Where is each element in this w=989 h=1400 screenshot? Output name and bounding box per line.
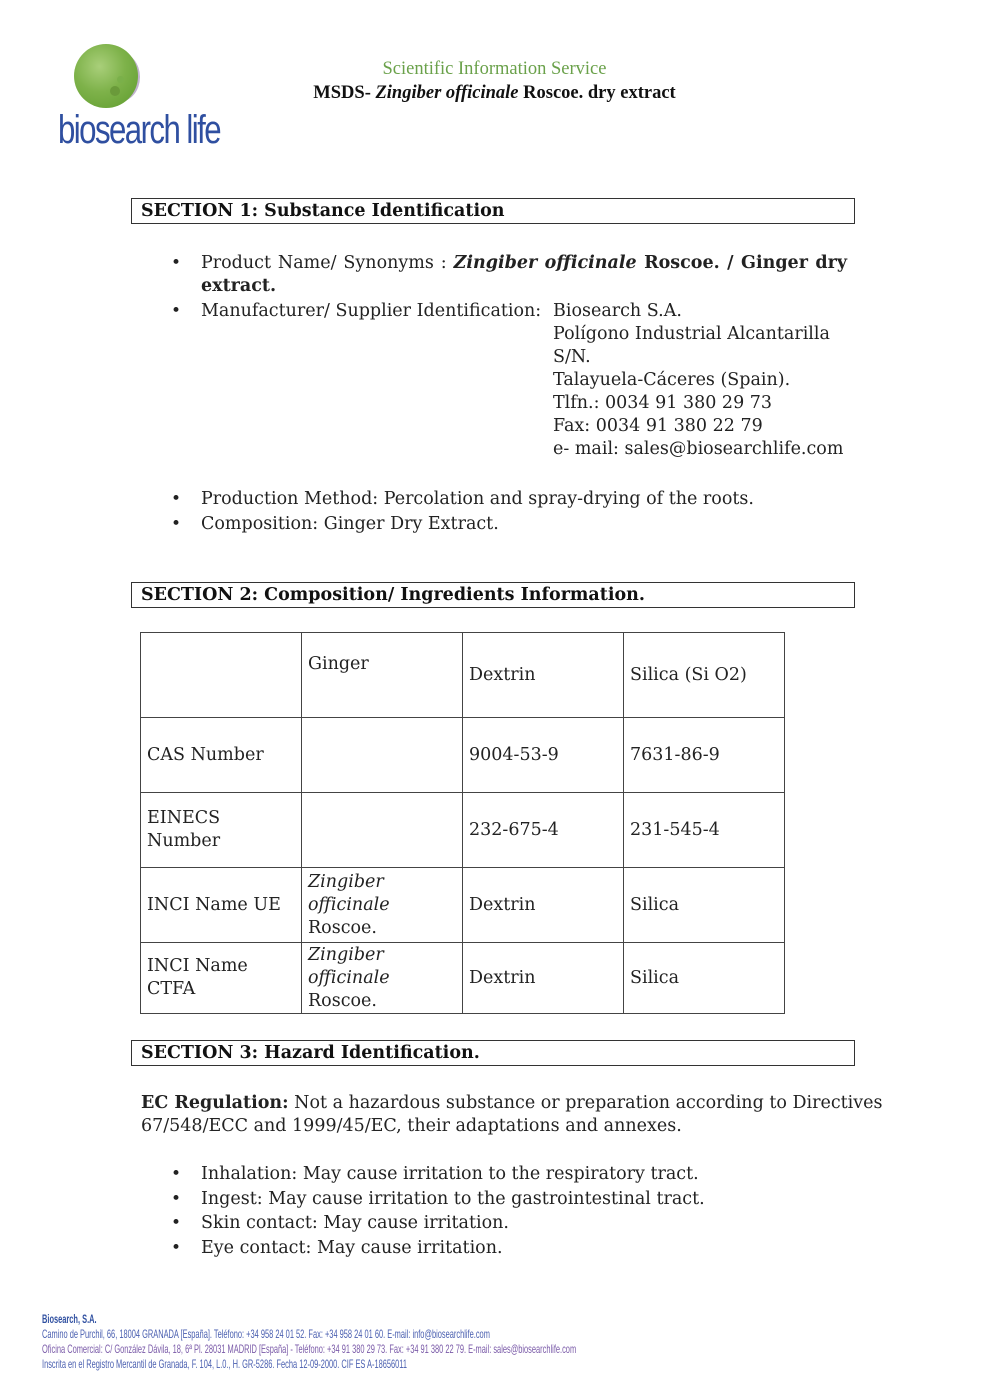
table-cell <box>302 718 463 793</box>
ginger-species: officinale <box>308 894 390 915</box>
product-label: Product Name/ Synonyms : <box>201 253 454 273</box>
table-cell: EINECS Number <box>141 793 302 868</box>
document-title <box>0 83 989 104</box>
footer-address-line: Camino de Purchil, 66, 18004 GRANADA [España]. Teléfono: +34 958 24 01 52. Fax: +34 958 24 01 60. E-mail: info@biosearchlife.com <box>42 1327 490 1341</box>
product-name-line <box>201 252 847 275</box>
footer-registry-line: Inscrita en el Registro Mercantil de Granada, F. 104, L.0., H. GR-5286. Fecha 12-09-2000. CIF ES A-18656011 <box>42 1357 408 1371</box>
table-cell <box>141 633 302 718</box>
table-cell: INCI Name UE <box>141 868 302 943</box>
product-name-line2: extract. <box>201 276 277 296</box>
table-header-cell: Ginger <box>302 633 463 718</box>
table-cell: 7631-86-9 <box>624 718 785 793</box>
section3-title: SECTION 3: Hazard Identification. <box>141 1043 480 1063</box>
production-method: Production Method: Percolation and spray-drying of the roots. <box>201 489 754 509</box>
bullet: • <box>171 1213 182 1233</box>
address-email: e- mail: sales@biosearchlife.com <box>553 439 844 459</box>
bullet: • <box>171 253 182 273</box>
logo-text: biosearch life <box>58 108 220 152</box>
bullet: • <box>171 1164 182 1184</box>
hazard-skin: Skin contact: May cause irritation. <box>201 1213 509 1233</box>
bullet: • <box>171 1189 182 1209</box>
table-cell: 231-545-4 <box>624 793 785 868</box>
table-cell: Dextrin <box>463 868 624 943</box>
footer-office-line: Oficina Comercial: C/ González Dávila, 18, 6ª Pl. 28031 MADRID [España] - Teléfono: +34 91 380 29 73. Fax: +34 91 380 22 79. E-mail: sales@biosearchlife.com <box>42 1342 577 1356</box>
ec-label: EC Regulation: <box>141 1093 289 1113</box>
footer-company <box>42 1312 97 1327</box>
section1-title: SECTION 1: Substance Identification <box>141 201 505 221</box>
product-rest: Roscoe. / Ginger dry <box>636 253 847 273</box>
table-cell <box>302 793 463 868</box>
composition-table <box>140 632 785 1014</box>
hazard-inhalation: Inhalation: May cause irritation to the respiratory tract. <box>201 1164 699 1184</box>
ginger-rest: Roscoe. <box>308 917 377 938</box>
bullet: • <box>171 1238 182 1258</box>
address-line: Polígono Industrial Alcantarilla <box>553 324 830 344</box>
hazard-ingest: Ingest: May cause irritation to the gastrointestinal tract. <box>201 1189 705 1209</box>
table-cell: 232-675-4 <box>463 793 624 868</box>
ginger-rest: Roscoe. <box>308 990 377 1011</box>
address-line: Talayuela-Cáceres (Spain). <box>553 370 791 390</box>
address-line: S/N. <box>553 347 591 367</box>
ginger-species: Zingiber <box>308 871 384 892</box>
table-cell: CAS Number <box>141 718 302 793</box>
ec-regulation <box>141 1092 882 1115</box>
address-line: Biosearch S.A. <box>553 301 682 321</box>
table-row <box>141 793 785 868</box>
manufacturer-label: Manufacturer/ Supplier Identification: <box>201 301 542 321</box>
table-row <box>141 943 785 1014</box>
bullet: • <box>171 301 182 321</box>
table-cell: Silica <box>624 868 785 943</box>
table-header-cell: Silica (Si O2) <box>624 633 785 718</box>
composition: Composition: Ginger Dry Extract. <box>201 514 499 534</box>
bullet: • <box>171 489 182 509</box>
bullet: • <box>171 514 182 534</box>
table-cell <box>302 943 463 1014</box>
footer-company-name: Biosearch, S.A. <box>42 1312 97 1326</box>
title-prefix: MSDS- <box>313 83 376 103</box>
table-row <box>141 718 785 793</box>
product-species: Zingiber officinale <box>453 253 637 273</box>
ec-text: Not a hazardous substance or preparation according to Directives <box>288 1093 883 1113</box>
title-species: Zingiber officinale <box>375 83 519 103</box>
ginger-species: Zingiber <box>308 944 384 965</box>
table-cell: Dextrin <box>463 943 624 1014</box>
ginger-species: officinale <box>308 967 390 988</box>
address-fax: Fax: 0034 91 380 22 79 <box>553 416 763 436</box>
section2-title: SECTION 2: Composition/ Ingredients Information. <box>141 585 645 605</box>
address-phone: Tlfn.: 0034 91 380 29 73 <box>553 393 773 413</box>
table-header-row <box>141 633 785 718</box>
table-row <box>141 868 785 943</box>
service-name: Scientific Information Service <box>382 59 607 79</box>
table-cell: INCI Name CTFA <box>141 943 302 1014</box>
ec-regulation-line2: 67/548/ECC and 1999/45/EC, their adaptations and annexes. <box>141 1116 682 1136</box>
table-header-cell: Dextrin <box>463 633 624 718</box>
hazard-eye: Eye contact: May cause irritation. <box>201 1238 503 1258</box>
table-cell: Silica <box>624 943 785 1014</box>
table-cell <box>302 868 463 943</box>
table-cell: 9004-53-9 <box>463 718 624 793</box>
address-block <box>553 300 843 461</box>
title-suffix: Roscoe. dry extract <box>518 83 676 103</box>
